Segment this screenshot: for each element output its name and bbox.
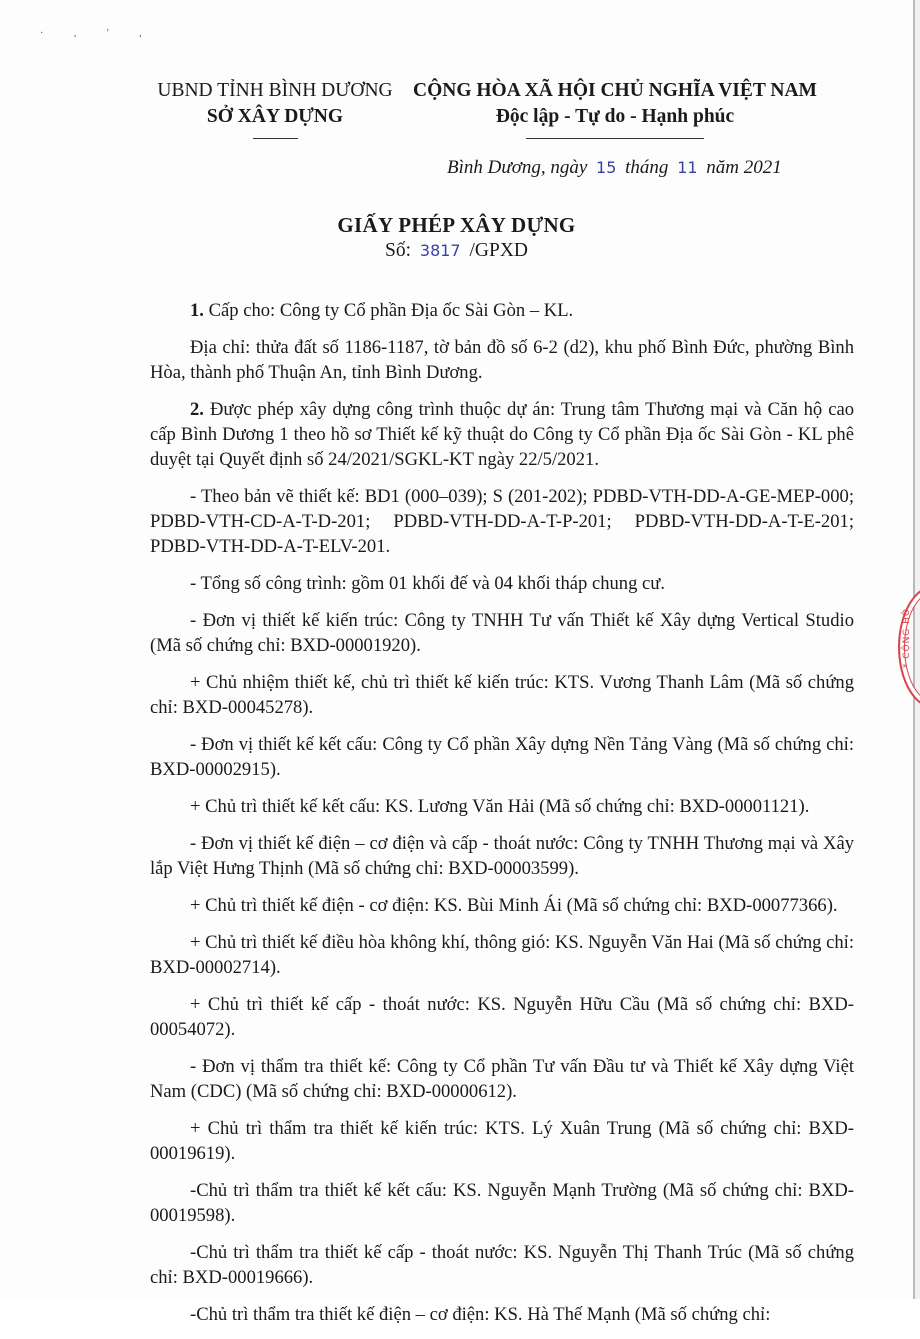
paragraph: [150, 484, 854, 559]
paragraph-text: - Đơn vị thiết kế điện – cơ điện và cấp - thoát nước: Công ty TNHH Thương mại và Xây lắp Việt Hưng Thịnh (Mã số chứng chỉ: BXD-00003599).: [150, 833, 854, 879]
national-motto: [398, 78, 832, 139]
document-body: [150, 298, 854, 1339]
paragraph-text: - Đơn vị thiết kế kết cấu: Công ty Cổ phần Xây dựng Nền Tảng Vàng (Mã số chứng chỉ: BXD-00002915).: [150, 734, 854, 780]
issue-date: [447, 157, 782, 179]
issuing-authority: [150, 78, 400, 139]
paragraph: [150, 571, 854, 596]
paragraph: [150, 1054, 854, 1104]
paragraph-text: + Chủ trì thiết kế kết cấu: KS. Lương Văn Hải (Mã số chứng chỉ: BXD-00001121).: [190, 796, 810, 817]
paragraph-text: Cấp cho: Công ty Cổ phần Địa ốc Sài Gòn – KL.: [203, 300, 574, 321]
paragraph: [150, 893, 854, 918]
paragraph: [150, 335, 854, 385]
paragraph-text: + Chủ nhiệm thiết kế, chủ trì thiết kế kiến trúc: KTS. Vương Thanh Lâm (Mã số chứng chỉ: BXD-00045278).: [150, 672, 854, 718]
paragraph: [150, 732, 854, 782]
authority-province: UBND TỈNH BÌNH DƯƠNG: [157, 80, 393, 101]
paragraph-text: - Theo bản vẽ thiết kế: BD1 (000–039); S (201-202); PDBD-VTH-DD-A-GE-MEP-000; PDBD-VTH-CD-A-T-D-201; PDBD-VTH-DD-A-T-P-201; PDBD-VTH-DD-A-T-E-201; PDBD-VTH-DD-A-T-ELV-201.: [150, 486, 854, 557]
paragraph: [150, 397, 854, 472]
authority-underline: [253, 138, 298, 139]
paragraph-text: + Chủ trì thẩm tra thiết kế kiến trúc: KTS. Lý Xuân Trung (Mã số chứng chỉ: BXD-00019619).: [150, 1118, 854, 1164]
date-year: năm 2021: [706, 157, 782, 178]
document-title: GIẤY PHÉP XÂY DỰNG: [337, 213, 576, 237]
paragraph-text: Được phép xây dựng công trình thuộc dự án: Trung tâm Thương mại và Căn hộ cao cấp Bình Dương 1 theo hồ sơ Thiết kế kỹ thuật do Công ty Cổ phần Địa ốc Sài Gòn - KL phê duyệt tại Quyết định số 24/2021/SGKL-KT ngày 22/5/2021.: [150, 399, 854, 470]
handwritten-number: 3817: [419, 241, 461, 260]
paragraph: [150, 794, 854, 819]
paragraph-text: -Chủ trì thẩm tra thiết kế điện – cơ điện: KS. Hà Thế Mạnh (Mã số chứng chỉ:: [190, 1304, 771, 1325]
motto: Độc lập - Tự do - Hạnh phúc: [495, 106, 735, 127]
number-prefix: Số:: [385, 240, 412, 261]
paragraph-text: + Chủ trì thiết kế cấp - thoát nước: KS. Nguyễn Hữu Cầu (Mã số chứng chỉ: BXD-00054072).: [150, 994, 854, 1040]
date-prefix: Bình Dương, ngày: [447, 157, 588, 178]
date-month-label: tháng: [625, 157, 669, 178]
paragraph-lead: 2.: [190, 399, 204, 420]
handwritten-month: 11: [677, 158, 698, 177]
handwritten-day: 15: [596, 158, 617, 177]
national-name: CỘNG HÒA XÃ HỘI CHỦ NGHĨA VIỆT NAM: [413, 80, 817, 101]
paragraph: [150, 298, 854, 323]
paragraph: [150, 1302, 854, 1327]
paragraph-text: - Đơn vị thẩm tra thiết kế: Công ty Cổ phần Tư vấn Đầu tư và Thiết kế Xây dựng Việt Nam (CDC) (Mã số chứng chỉ: BXD-00000612).: [150, 1056, 854, 1102]
paragraph-text: -Chủ trì thẩm tra thiết kế kết cấu: KS. Nguyễn Mạnh Trường (Mã số chứng chỉ: BXD-00019598).: [150, 1180, 854, 1226]
paragraph-text: - Đơn vị thiết kế kiến trúc: Công ty TNHH Tư vấn Thiết kế Xây dựng Vertical Studio (Mã số chứng chỉ: BXD-00001920).: [150, 610, 854, 656]
paragraph-text: + Chủ trì thiết kế điện - cơ điện: KS. Bùi Minh Ái (Mã số chứng chỉ: BXD-00077366).: [190, 895, 838, 916]
paragraph: [150, 1240, 854, 1290]
paragraph: [150, 608, 854, 658]
paragraph: [150, 670, 854, 720]
paragraph: [150, 831, 854, 881]
permit-number: [0, 240, 913, 262]
paragraph: [150, 992, 854, 1042]
scan-specks: · , ' ,: [40, 28, 156, 39]
paragraph-text: Địa chỉ: thửa đất số 1186-1187, tờ bản đồ số 6-2 (d2), khu phố Bình Đức, phường Bình Hòa, thành phố Thuận An, tỉnh Bình Dương.: [150, 337, 854, 383]
paragraph-text: + Chủ trì thiết kế điều hòa không khí, thông gió: KS. Nguyễn Văn Hai (Mã số chứng chỉ: BXD-00002714).: [150, 932, 854, 978]
motto-underline: [526, 138, 704, 139]
paragraph-text: - Tổng số công trình: gồm 01 khối đế và 04 khối tháp chung cư.: [190, 573, 666, 594]
paragraph: [150, 1178, 854, 1228]
paragraph: [150, 930, 854, 980]
paragraph-lead: 1.: [190, 300, 204, 321]
paragraph: [150, 1116, 854, 1166]
paragraph-text: -Chủ trì thẩm tra thiết kế cấp - thoát nước: KS. Nguyễn Thị Thanh Trúc (Mã số chứng chỉ: BXD-00019666).: [150, 1242, 854, 1288]
authority-department: SỞ XÂY DỰNG: [206, 106, 344, 127]
number-suffix: /GPXD: [469, 240, 528, 261]
stamp-text: * CỘNG HÒ: [902, 608, 912, 669]
